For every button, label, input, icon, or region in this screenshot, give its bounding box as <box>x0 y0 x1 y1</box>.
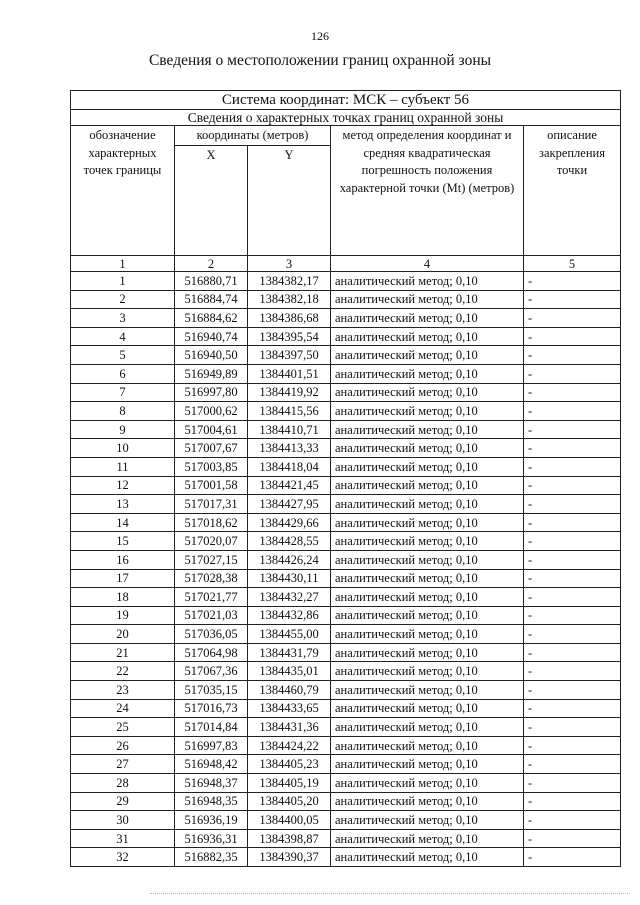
column-index: 1 <box>71 256 175 272</box>
y-coordinate-cell: 1384432,86 <box>248 606 331 625</box>
point-designation-header: обозначение характерных точек границы <box>71 126 175 256</box>
document-title: Сведения о местоположении границ охранной зоны <box>148 52 492 69</box>
y-coordinate-cell: 1384405,20 <box>248 792 331 811</box>
method-cell: аналитический метод; 0,10 <box>331 457 524 476</box>
x-coordinate-cell: 516948,35 <box>175 792 248 811</box>
y-coordinate-cell: 1384435,01 <box>248 662 331 681</box>
point-number-cell: 11 <box>71 457 175 476</box>
x-coordinate-cell: 517027,15 <box>175 550 248 569</box>
fixation-cell: - <box>524 643 621 662</box>
point-number-cell: 1 <box>71 272 175 291</box>
method-cell: аналитический метод; 0,10 <box>331 383 524 402</box>
y-coordinate-cell: 1384382,17 <box>248 272 331 291</box>
table-row <box>71 402 621 421</box>
y-coordinate-cell: 1384426,24 <box>248 550 331 569</box>
method-cell: аналитический метод; 0,10 <box>331 811 524 830</box>
fixation-cell: - <box>524 513 621 532</box>
y-coordinate-cell: 1384432,27 <box>248 588 331 607</box>
point-number-cell: 20 <box>71 625 175 644</box>
point-number-cell: 31 <box>71 829 175 848</box>
fixation-cell: - <box>524 811 621 830</box>
table-row <box>71 736 621 755</box>
x-coordinate-cell: 516882,35 <box>175 848 248 867</box>
fixation-cell: - <box>524 662 621 681</box>
table-row <box>71 272 621 291</box>
method-cell: аналитический метод; 0,10 <box>331 606 524 625</box>
x-coordinate-cell: 517001,58 <box>175 476 248 495</box>
point-number-cell: 16 <box>71 550 175 569</box>
point-number-cell: 2 <box>71 290 175 309</box>
x-coordinate-cell: 517016,73 <box>175 699 248 718</box>
fixation-cell: - <box>524 699 621 718</box>
x-coordinate-cell: 516948,37 <box>175 774 248 793</box>
fixation-cell: - <box>524 495 621 514</box>
table-row <box>71 755 621 774</box>
method-cell: аналитический метод; 0,10 <box>331 402 524 421</box>
method-cell: аналитический метод; 0,10 <box>331 736 524 755</box>
x-coordinate-cell: 517014,84 <box>175 718 248 737</box>
y-coordinate-cell: 1384460,79 <box>248 681 331 700</box>
fixation-cell: - <box>524 681 621 700</box>
point-number-cell: 24 <box>71 699 175 718</box>
point-number-cell: 30 <box>71 811 175 830</box>
table-row <box>71 699 621 718</box>
method-cell: аналитический метод; 0,10 <box>331 513 524 532</box>
y-coordinate-cell: 1384419,92 <box>248 383 331 402</box>
table-row <box>71 457 621 476</box>
x-coordinate-cell: 516997,83 <box>175 736 248 755</box>
y-coordinate-cell: 1384433,65 <box>248 699 331 718</box>
table-row <box>71 532 621 551</box>
table-row <box>71 829 621 848</box>
point-number-cell: 12 <box>71 476 175 495</box>
x-coordinate-cell: 516936,19 <box>175 811 248 830</box>
fixation-cell: - <box>524 829 621 848</box>
column-index: 4 <box>331 256 524 272</box>
y-coordinate-cell: 1384382,18 <box>248 290 331 309</box>
point-number-cell: 18 <box>71 588 175 607</box>
method-cell: аналитический метод; 0,10 <box>331 699 524 718</box>
table-row <box>71 364 621 383</box>
point-number-cell: 17 <box>71 569 175 588</box>
x-coordinate-cell: 516936,31 <box>175 829 248 848</box>
table-row <box>71 439 621 458</box>
point-number-cell: 6 <box>71 364 175 383</box>
method-cell: аналитический метод; 0,10 <box>331 364 524 383</box>
method-cell: аналитический метод; 0,10 <box>331 829 524 848</box>
column-index: 3 <box>248 256 331 272</box>
x-coordinate-cell: 517021,77 <box>175 588 248 607</box>
y-coordinate-cell: 1384397,50 <box>248 346 331 365</box>
y-coordinate-cell: 1384427,95 <box>248 495 331 514</box>
fixation-cell: - <box>524 606 621 625</box>
y-coordinate-cell: 1384398,87 <box>248 829 331 848</box>
x-coordinate-cell: 517003,85 <box>175 457 248 476</box>
x-coordinate-cell: 517028,38 <box>175 569 248 588</box>
x-coordinate-cell: 516940,74 <box>175 327 248 346</box>
point-number-cell: 29 <box>71 792 175 811</box>
method-cell: аналитический метод; 0,10 <box>331 774 524 793</box>
fixation-cell: - <box>524 327 621 346</box>
x-coordinate-cell: 517017,31 <box>175 495 248 514</box>
table-row <box>71 495 621 514</box>
y-coordinate-cell: 1384410,71 <box>248 420 331 439</box>
point-number-cell: 19 <box>71 606 175 625</box>
fixation-cell: - <box>524 402 621 421</box>
method-header: метод определения координат и средняя квадратическая погрешность положения характерной точки (Mt) (метров) <box>331 126 524 256</box>
method-cell: аналитический метод; 0,10 <box>331 346 524 365</box>
page-number: 126 <box>311 29 329 43</box>
point-number-cell: 7 <box>71 383 175 402</box>
y-coordinate-cell: 1384421,45 <box>248 476 331 495</box>
fixation-cell: - <box>524 420 621 439</box>
table-row <box>71 327 621 346</box>
fixation-cell: - <box>524 550 621 569</box>
x-coordinate-cell: 517020,07 <box>175 532 248 551</box>
fixation-cell: - <box>524 588 621 607</box>
point-number-cell: 26 <box>71 736 175 755</box>
y-coordinate-cell: 1384401,51 <box>248 364 331 383</box>
fixation-cell: - <box>524 532 621 551</box>
point-number-cell: 32 <box>71 848 175 867</box>
table-row <box>71 550 621 569</box>
column-index: 5 <box>524 256 621 272</box>
y-coordinate-cell: 1384430,11 <box>248 569 331 588</box>
header-row-top <box>71 126 621 146</box>
coordinate-system-label: Система координат: МСК – субъект 56 <box>71 91 621 110</box>
fixation-cell: - <box>524 736 621 755</box>
table-row <box>71 811 621 830</box>
y-coordinate-cell: 1384405,19 <box>248 774 331 793</box>
y-coordinate-cell: 1384386,68 <box>248 309 331 328</box>
table-row <box>71 309 621 328</box>
method-cell: аналитический метод; 0,10 <box>331 309 524 328</box>
fixation-cell: - <box>524 272 621 291</box>
table-row <box>71 569 621 588</box>
table-row <box>71 476 621 495</box>
boundary-points-table <box>70 90 621 867</box>
x-coordinate-cell: 516948,42 <box>175 755 248 774</box>
x-coordinate-cell: 517035,15 <box>175 681 248 700</box>
x-coordinate-cell: 517004,61 <box>175 420 248 439</box>
coordinates-header: координаты (метров) <box>175 126 331 146</box>
point-number-cell: 10 <box>71 439 175 458</box>
point-number-cell: 5 <box>71 346 175 365</box>
x-coordinate-cell: 516880,71 <box>175 272 248 291</box>
y-coordinate-cell: 1384415,56 <box>248 402 331 421</box>
y-coordinate-cell: 1384390,37 <box>248 848 331 867</box>
table-row <box>71 588 621 607</box>
x-header: X <box>175 146 248 256</box>
point-number-cell: 4 <box>71 327 175 346</box>
section-label: Сведения о характерных точках границ охранной зоны <box>71 110 621 126</box>
method-cell: аналитический метод; 0,10 <box>331 439 524 458</box>
point-number-cell: 9 <box>71 420 175 439</box>
table-row <box>71 383 621 402</box>
section-row <box>71 110 621 126</box>
fixation-cell: - <box>524 476 621 495</box>
x-coordinate-cell: 516884,62 <box>175 309 248 328</box>
table-row <box>71 718 621 737</box>
method-cell: аналитический метод; 0,10 <box>331 569 524 588</box>
fixation-cell: - <box>524 569 621 588</box>
y-coordinate-cell: 1384429,66 <box>248 513 331 532</box>
method-cell: аналитический метод; 0,10 <box>331 755 524 774</box>
table-row <box>71 606 621 625</box>
scan-artifact <box>150 893 630 897</box>
x-coordinate-cell: 517064,98 <box>175 643 248 662</box>
coordinate-system-row <box>71 91 621 110</box>
fixation-cell: - <box>524 718 621 737</box>
x-coordinate-cell: 516949,89 <box>175 364 248 383</box>
method-cell: аналитический метод; 0,10 <box>331 290 524 309</box>
fixation-cell: - <box>524 774 621 793</box>
x-coordinate-cell: 517067,36 <box>175 662 248 681</box>
method-cell: аналитический метод; 0,10 <box>331 792 524 811</box>
fixation-cell: - <box>524 364 621 383</box>
y-coordinate-cell: 1384428,55 <box>248 532 331 551</box>
table-row <box>71 792 621 811</box>
table-row <box>71 625 621 644</box>
fixation-cell: - <box>524 346 621 365</box>
table-row <box>71 848 621 867</box>
table-row <box>71 513 621 532</box>
y-coordinate-cell: 1384413,33 <box>248 439 331 458</box>
x-coordinate-cell: 517000,62 <box>175 402 248 421</box>
method-cell: аналитический метод; 0,10 <box>331 625 524 644</box>
point-number-cell: 3 <box>71 309 175 328</box>
x-coordinate-cell: 517036,05 <box>175 625 248 644</box>
y-coordinate-cell: 1384400,05 <box>248 811 331 830</box>
fixation-header: описание закрепления точки <box>524 126 621 256</box>
method-cell: аналитический метод; 0,10 <box>331 550 524 569</box>
fixation-cell: - <box>524 383 621 402</box>
point-number-cell: 15 <box>71 532 175 551</box>
point-number-cell: 23 <box>71 681 175 700</box>
x-coordinate-cell: 517007,67 <box>175 439 248 458</box>
method-cell: аналитический метод; 0,10 <box>331 662 524 681</box>
y-coordinate-cell: 1384418,04 <box>248 457 331 476</box>
method-cell: аналитический метод; 0,10 <box>331 420 524 439</box>
x-coordinate-cell: 516940,50 <box>175 346 248 365</box>
point-number-cell: 22 <box>71 662 175 681</box>
table-row <box>71 643 621 662</box>
method-cell: аналитический метод; 0,10 <box>331 643 524 662</box>
method-cell: аналитический метод; 0,10 <box>331 681 524 700</box>
point-number-cell: 14 <box>71 513 175 532</box>
method-cell: аналитический метод; 0,10 <box>331 588 524 607</box>
fixation-cell: - <box>524 309 621 328</box>
table-row <box>71 420 621 439</box>
point-number-cell: 8 <box>71 402 175 421</box>
x-coordinate-cell: 516884,74 <box>175 290 248 309</box>
fixation-cell: - <box>524 290 621 309</box>
fixation-cell: - <box>524 848 621 867</box>
fixation-cell: - <box>524 755 621 774</box>
table-row <box>71 662 621 681</box>
fixation-cell: - <box>524 439 621 458</box>
column-index-row <box>71 256 621 272</box>
point-number-cell: 21 <box>71 643 175 662</box>
method-cell: аналитический метод; 0,10 <box>331 532 524 551</box>
point-number-cell: 27 <box>71 755 175 774</box>
x-coordinate-cell: 516997,80 <box>175 383 248 402</box>
y-coordinate-cell: 1384431,36 <box>248 718 331 737</box>
method-cell: аналитический метод; 0,10 <box>331 476 524 495</box>
method-cell: аналитический метод; 0,10 <box>331 718 524 737</box>
fixation-cell: - <box>524 792 621 811</box>
point-number-cell: 25 <box>71 718 175 737</box>
y-coordinate-cell: 1384395,54 <box>248 327 331 346</box>
fixation-cell: - <box>524 625 621 644</box>
y-coordinate-cell: 1384405,23 <box>248 755 331 774</box>
y-coordinate-cell: 1384424,22 <box>248 736 331 755</box>
point-number-cell: 13 <box>71 495 175 514</box>
method-cell: аналитический метод; 0,10 <box>331 272 524 291</box>
method-cell: аналитический метод; 0,10 <box>331 495 524 514</box>
table-row <box>71 774 621 793</box>
table-row <box>71 681 621 700</box>
y-coordinate-cell: 1384431,79 <box>248 643 331 662</box>
table-row <box>71 290 621 309</box>
table-row <box>71 346 621 365</box>
method-cell: аналитический метод; 0,10 <box>331 327 524 346</box>
y-coordinate-cell: 1384455,00 <box>248 625 331 644</box>
x-coordinate-cell: 517021,03 <box>175 606 248 625</box>
point-number-cell: 28 <box>71 774 175 793</box>
x-coordinate-cell: 517018,62 <box>175 513 248 532</box>
method-cell: аналитический метод; 0,10 <box>331 848 524 867</box>
y-header: Y <box>248 146 331 256</box>
column-index: 2 <box>175 256 248 272</box>
fixation-cell: - <box>524 457 621 476</box>
